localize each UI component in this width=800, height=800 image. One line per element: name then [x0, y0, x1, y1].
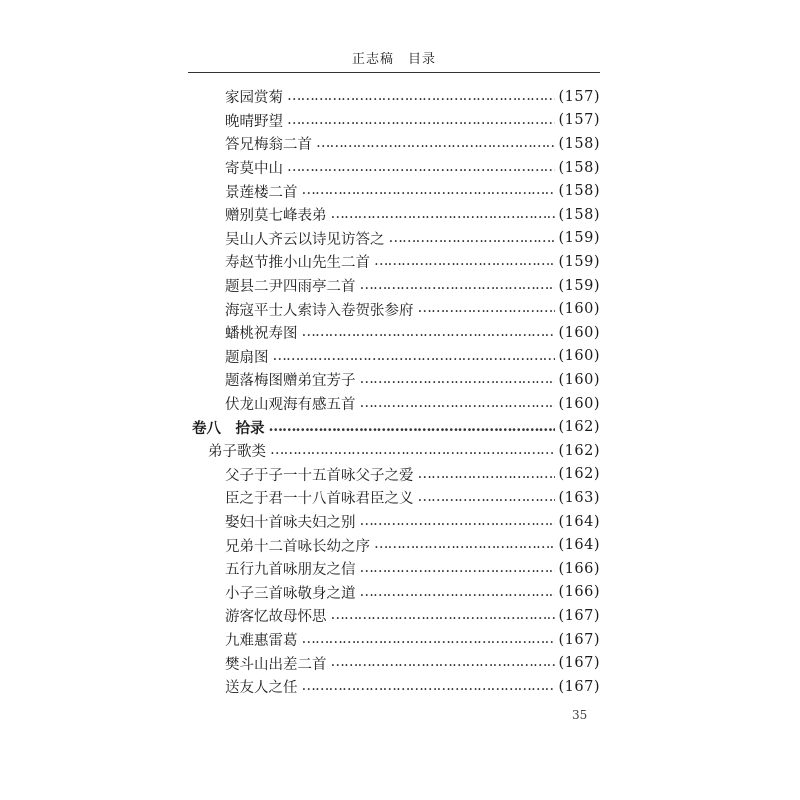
toc-leader-dots: [360, 277, 555, 294]
toc-entry-page: (160): [558, 395, 600, 412]
toc-entry: [225, 368, 600, 392]
toc-entry-page: (158): [558, 135, 600, 152]
toc-leader-dots: [269, 418, 555, 435]
toc-leader-dots: [360, 395, 555, 412]
toc-entry: [225, 581, 600, 605]
page-number: 35: [572, 708, 588, 722]
toc-leader-dots: [302, 631, 555, 648]
toc-entry-title: 海寇平士人索诗入卷贺张参府: [225, 302, 414, 319]
toc-entry: [225, 345, 600, 369]
toc-entry-page: (162): [558, 442, 600, 459]
toc-entry: [225, 85, 600, 109]
toc-entry-page: (167): [558, 655, 600, 672]
toc-entry-page: (159): [558, 253, 600, 270]
toc-leader-dots: [374, 536, 555, 553]
toc-entry-title: 卷八 拾录: [192, 419, 265, 437]
toc-leader-dots: [360, 371, 555, 388]
toc-leader-dots: [331, 206, 555, 223]
toc-entry-title: 题县二尹四雨亭二首: [225, 279, 356, 296]
toc-leader-dots: [302, 324, 555, 341]
header-rule: [188, 72, 600, 73]
toc-entry: [225, 557, 600, 581]
toc-entry-title: 游客忆故母怀思: [225, 609, 327, 626]
toc-leader-dots: [418, 466, 555, 483]
toc-leader-dots: [418, 300, 555, 317]
toc-entry-page: (158): [558, 183, 600, 200]
toc-entry-title: 兄弟十二首咏长幼之序: [225, 538, 370, 555]
toc-entry-page: (167): [558, 631, 600, 648]
toc-entry-title: 伏龙山观海有感五首: [225, 397, 356, 414]
toc-entry-title: 晚晴野望: [225, 113, 283, 130]
toc-entry: [225, 227, 600, 251]
toc-leader-dots: [287, 159, 555, 176]
toc-entry-page: (159): [558, 277, 600, 294]
toc-entry-title: 九难惠雷葛: [225, 633, 298, 650]
toc-entry: [225, 675, 600, 699]
toc-entry: [225, 274, 600, 298]
toc-entry-title: 弟子歌类: [208, 444, 266, 461]
toc-leader-dots: [418, 489, 555, 506]
toc-entry-title: 家园赏菊: [225, 90, 283, 107]
toc-leader-dots: [360, 584, 555, 601]
toc-entry-page: (164): [558, 513, 600, 530]
toc-leader-dots: [360, 513, 555, 530]
toc-entry-title: 题扇图: [225, 349, 269, 366]
toc-entry-title: 吴山人齐云以诗见访答之: [225, 231, 385, 248]
toc-leader-dots: [374, 253, 555, 270]
toc-entry-page: (167): [558, 607, 600, 624]
toc-entry: [225, 156, 600, 180]
toc-volume-heading: [192, 415, 600, 439]
toc-entry-title: 赠别莫七峰表弟: [225, 208, 327, 225]
toc-entry-page: (160): [558, 371, 600, 388]
toc-entry-page: (166): [558, 560, 600, 577]
toc-leader-dots: [273, 348, 555, 365]
toc-entry-page: (167): [558, 678, 600, 695]
toc-section-heading: [208, 439, 600, 463]
toc-leader-dots: [331, 654, 555, 671]
toc-entry-page: (164): [558, 537, 600, 554]
toc-entry: [225, 109, 600, 133]
toc-entry-title: 小子三首咏敬身之道: [225, 585, 356, 602]
toc-entry-page: (163): [558, 489, 600, 506]
toc-leader-dots: [316, 135, 555, 152]
toc-entry: [225, 510, 600, 534]
toc-entry-title: 娶妇十首咏夫妇之别: [225, 515, 356, 532]
toc-entry-title: 蟠桃祝寿图: [225, 326, 298, 343]
toc-entry-title: 寄莫中山: [225, 161, 283, 178]
toc-entry: [225, 628, 600, 652]
toc-entry-page: (157): [558, 88, 600, 105]
toc-entry: [225, 297, 600, 321]
toc-entry: [225, 486, 600, 510]
toc-entry-title: 寿赵节推小山先生二首: [225, 255, 370, 272]
toc-entry-page: (159): [558, 230, 600, 247]
toc-entry-title: 送友人之任: [225, 680, 298, 697]
toc-entry-page: (157): [558, 112, 600, 129]
toc-entry: [225, 533, 600, 557]
toc-entry-page: (166): [558, 584, 600, 601]
toc-entry: [225, 321, 600, 345]
toc-entry: [225, 132, 600, 156]
toc-leader-dots: [302, 182, 555, 199]
toc-entry-title: 樊斗山出差二首: [225, 656, 327, 673]
toc-entry-page: (162): [558, 466, 600, 483]
toc-leader-dots: [287, 88, 555, 105]
toc-entry-page: (160): [558, 301, 600, 318]
toc-entry-title: 景莲楼二首: [225, 184, 298, 201]
toc-entry-title: 五行九首咏朋友之信: [225, 562, 356, 579]
toc-leader-dots: [287, 112, 555, 129]
toc-leader-dots: [270, 442, 555, 459]
running-header: 正志稿 目录: [351, 52, 436, 67]
toc-entry-page: (158): [558, 206, 600, 223]
toc-leader-dots: [360, 560, 555, 577]
toc-entry: [225, 179, 600, 203]
toc-entry-page: (162): [558, 419, 600, 436]
toc-leader-dots: [389, 230, 555, 247]
toc-entry-title: 臣之于君一十八首咏君臣之义: [225, 491, 414, 508]
toc-entry: [225, 203, 600, 227]
toc-leader-dots: [331, 607, 555, 624]
toc-entry-page: (160): [558, 348, 600, 365]
toc-entry: [225, 651, 600, 675]
toc-entry: [225, 392, 600, 416]
toc-entry: [225, 604, 600, 628]
toc-entry-page: (158): [558, 159, 600, 176]
toc-entry-page: (160): [558, 324, 600, 341]
toc-entry-title: 父子于子一十五首咏父子之爱: [225, 467, 414, 484]
toc-entry-title: 答兄梅翁二首: [225, 137, 312, 154]
toc-entry-title: 题落梅图赠弟宜芳子: [225, 373, 356, 390]
toc-entry: [225, 463, 600, 487]
toc-leader-dots: [302, 678, 555, 695]
toc-entry: [225, 250, 600, 274]
